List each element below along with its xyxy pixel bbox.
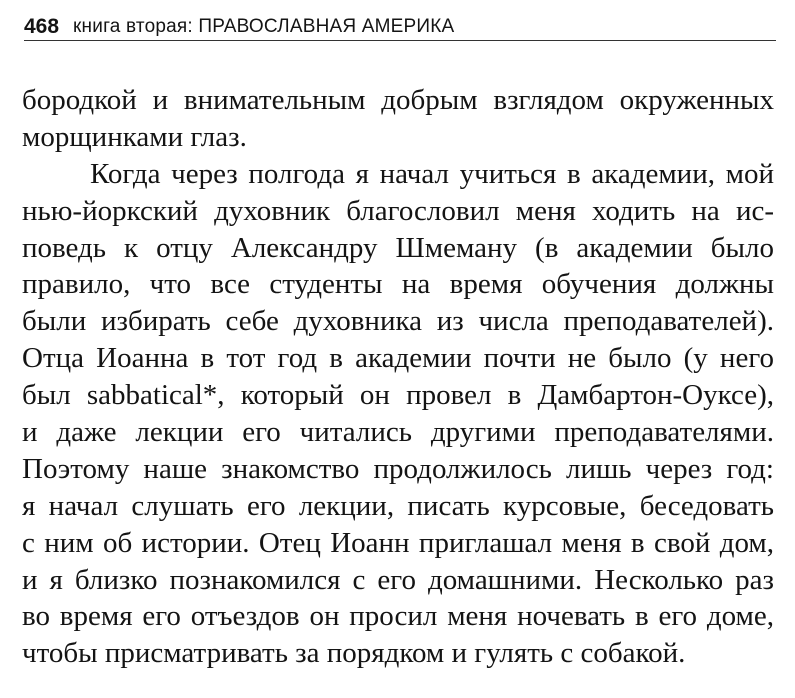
text-line: бородкой и внимательным добрым взглядом окруженных [22,84,774,116]
text-line: я начал слушать его лекции, писать курсовые, беседовать [22,489,774,522]
text-line: Отца Иоанна в тот год в академии почти не было (у него [22,342,774,375]
text-line: во время его отъездов он просил меня ночевать в его доме, [22,600,774,633]
paragraph-first-line: Когда через полгода я начал учиться в академии, мой [90,157,774,190]
page-number: 468 [24,15,60,38]
text-line: морщинками глаз. [22,120,247,153]
text-line: Поэтому наше знакомство продолжилось лишь через год: [22,452,774,485]
text-line: правило, что все студенты на время обучения должны [22,268,774,301]
text-line: были избирать себе духовника из числа преподавателей). [22,305,774,338]
text-line: был sabbatical*, который он провел в Дамбартон-Оуксе), [22,379,774,412]
running-head: книга вторая: ПРАВОСЛАВНАЯ АМЕРИКА [73,16,455,37]
text-line: и даже лекции его читались другими преподавателями. [22,416,774,449]
text-line: с ним об истории. Отец Иоанн приглашал меня в свой дом, [22,526,774,559]
text-line: нью-йоркский духовник благословил меня ходить на ис- [22,194,774,227]
text-line: поведь к отцу Александру Шмеману (в академии было [22,231,774,264]
header-rule [24,40,776,41]
text-line: и я близко познакомился с его домашними. Несколько раз [22,563,774,596]
page-header [24,4,776,42]
body-text [22,82,774,672]
text-line: чтобы присматривать за порядком и гулять с собакой. [22,637,686,670]
